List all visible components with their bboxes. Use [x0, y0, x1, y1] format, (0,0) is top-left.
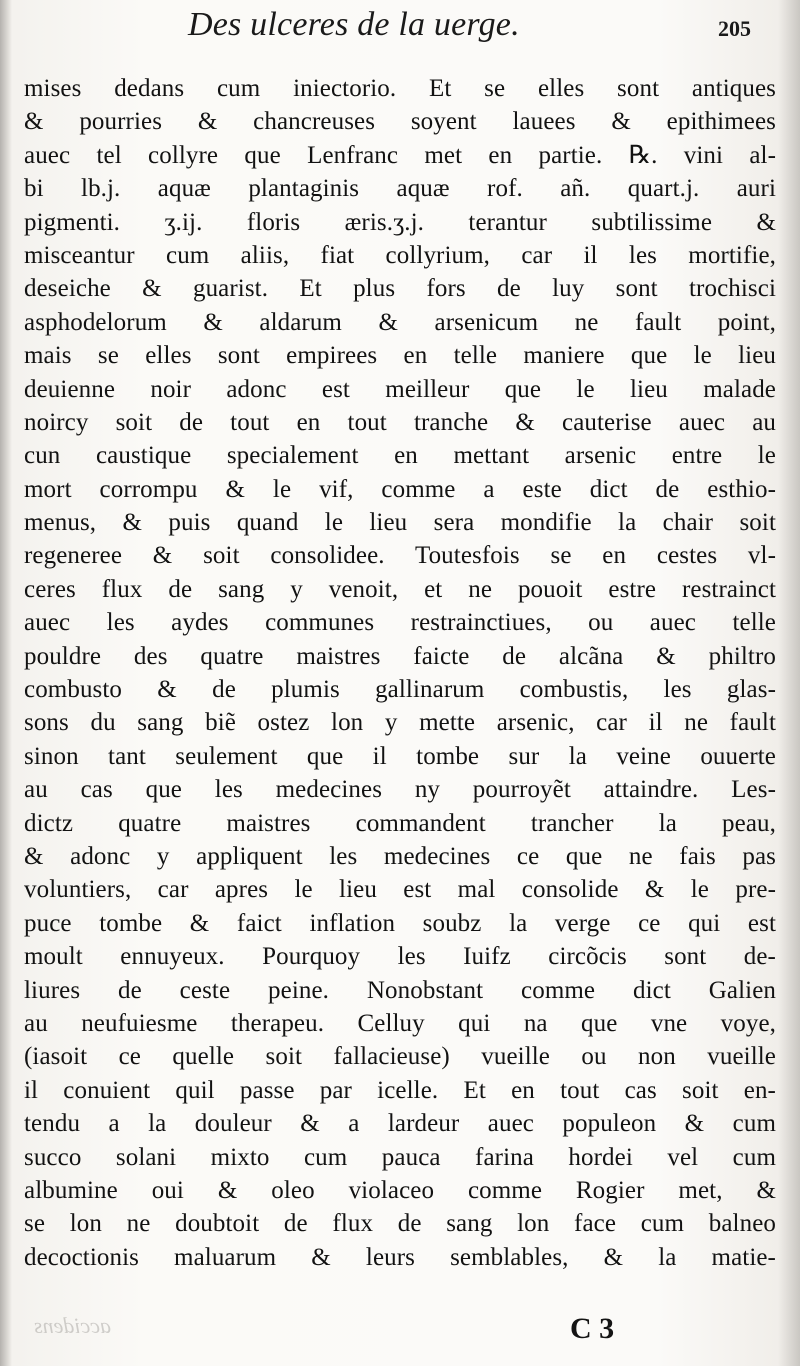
- text-line: mort corrompu & le vif, comme a este dict de esthio-: [24, 475, 776, 503]
- text-line: pouldre des quatre maistres faicte de alcãna & philtro: [24, 642, 776, 670]
- text-line: regeneree & soit consolidee. Toutesfois se en cestes vl-: [24, 542, 776, 570]
- text-line: pigmenti. ʒ.ij. floris æris.ʒ.j. terantur subtilissime &: [24, 208, 776, 236]
- text-line: (iasoit ce quelle soit fallacieuse) vueille ou non vueille: [24, 1043, 776, 1071]
- text-line: au cas que les medecines ny pourroyẽt attaindre. Les-: [24, 776, 776, 804]
- text-line: puce tombe & faict inflation soubz la verge ce qui est: [24, 909, 776, 937]
- text-line: liures de ceste peine. Nonobstant comme dict Galien: [24, 976, 776, 1004]
- page-edge-shadow: [778, 0, 800, 1366]
- text-line: auec tel collyre que Lenfranc met en partie. ℞. vini al-: [24, 141, 776, 169]
- text-line: noircy soit de tout en tout tranche & cauterise auec au: [24, 408, 776, 436]
- page-number: 205: [718, 16, 751, 41]
- bleed-through-text: accidens: [34, 1313, 111, 1338]
- text-line: mais se elles sont empirees en telle maniere que le lieu: [24, 342, 776, 370]
- binding-gutter: [0, 0, 12, 1366]
- signature-mark: C 3: [570, 1312, 615, 1345]
- text-line: misceantur cum aliis, fiat collyrium, car il les mortifie,: [24, 241, 776, 269]
- text-line: bi lb.j. aquæ plantaginis aquæ rof. añ. quart.j. auri: [24, 175, 776, 203]
- text-line: tendu a la douleur & a lardeur auec populeon & cum: [24, 1110, 776, 1138]
- text-line: sons du sang biẽ ostez lon y mette arsenic, car il ne fault: [24, 709, 776, 737]
- text-line: se lon ne doubtoit de flux de sang lon face cum balneo: [24, 1210, 776, 1238]
- text-line: succo solani mixto cum pauca farina hordei vel cum: [24, 1143, 776, 1171]
- body-text: [24, 72, 776, 1274]
- text-line: decoctionis maluarum & leurs semblables, & la matie-: [24, 1243, 776, 1271]
- text-line: menus, & puis quand le lieu sera mondifie la chair soit: [24, 509, 776, 537]
- text-line: au neufuiesme therapeu. Celluy qui na que vne voye,: [24, 1009, 776, 1037]
- text-line: dictz quatre maistres commandent trancher la peau,: [24, 809, 776, 837]
- text-line: ceres flux de sang y venoit, et ne pouoit estre restrainct: [24, 575, 776, 603]
- text-line: il conuient quil passe par icelle. Et en tout cas soit en-: [24, 1076, 776, 1104]
- text-line: & adonc y appliquent les medecines ce que ne fais pas: [24, 842, 776, 870]
- text-line: deseiche & guarist. Et plus fors de luy sont trochisci: [24, 275, 776, 303]
- running-head: Des ulceres de la uerge.: [188, 6, 520, 43]
- text-line: deuienne noir adonc est meilleur que le lieu malade: [24, 375, 776, 403]
- text-line: auec les aydes communes restrainctiues, ou auec telle: [24, 609, 776, 637]
- text-line: albumine oui & oleo violaceo comme Rogier met, &: [24, 1176, 776, 1204]
- text-line: mises dedans cum iniectorio. Et se elles sont antiques: [24, 75, 776, 102]
- text-line: asphodelorum & aldarum & arsenicum ne fault point,: [24, 308, 776, 336]
- text-line: voluntiers, car apres le lieu est mal consolide & le pre-: [24, 876, 776, 904]
- page-header: [0, 0, 800, 58]
- text-line: moult ennuyeux. Pourquoy les Iuifz circõcis sont de-: [24, 943, 776, 971]
- text-line: combusto & de plumis gallinarum combustis, les glas-: [24, 676, 776, 704]
- text-line: cun caustique specialement en mettant arsenic entre le: [24, 442, 776, 470]
- text-line: & pourries & chancreuses soyent lauees & epithimees: [24, 108, 776, 136]
- text-line: sinon tant seulement que il tombe sur la veine ouuerte: [24, 742, 776, 770]
